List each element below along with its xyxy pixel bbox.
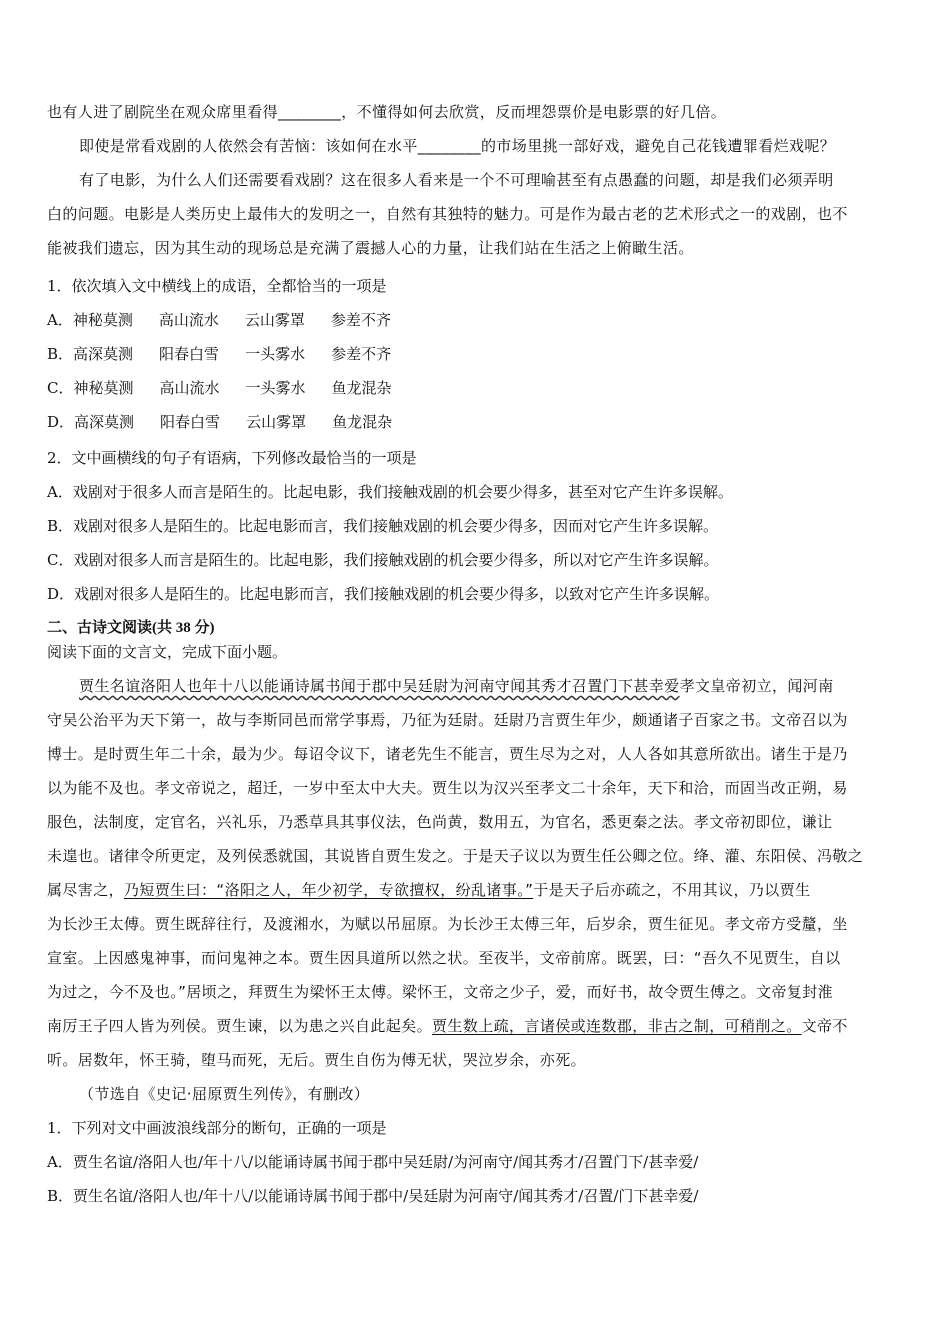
question-1-stem: 1．依次填入文中横线上的成语，全都恰当的一项是 — [47, 277, 387, 295]
classical-line — [79, 676, 834, 696]
classical-line: 博士。是时贾生年二十余，最为少。每诏令议下，诸老先生不能言，贾生尽为之对，人人各如其意所欲出。诸生于是乃 — [47, 745, 848, 763]
question-2-option-a: A．戏剧对于很多人而言是陌生的。比起电影，我们接触戏剧的机会要少得多，甚至对它产生许多误解。 — [47, 483, 733, 501]
classical-line — [47, 880, 810, 900]
question-1-option-a — [47, 310, 391, 330]
option-item: 神秘莫测 — [73, 379, 134, 397]
passage-line: 有了电影，为什么人们还需要看戏剧？这在很多人看来是一个不可理喻甚至有点愚蠢的问题，却是我们必须弄明 — [79, 171, 834, 189]
question-3-option-a: A．贾生名谊/洛阳人也/年十八/以能诵诗属书闻于郡中吴廷尉/为河南守/闻其秀才/召置门下/甚幸爱/ — [47, 1153, 699, 1171]
question-2-option-d: D．戏剧对很多人是陌生的。比起电影而言，我们接触戏剧的机会要少得多，以致对它产生许多误解。 — [47, 585, 720, 603]
classical-source: （节选自《史记·屈原贾生列传》，有删改） — [79, 1085, 370, 1103]
option-item: 高山流水 — [159, 379, 220, 397]
question-3-stem: 1．下列对文中画波浪线部分的断句，正确的一项是 — [47, 1119, 387, 1137]
option-item: 阳春白雪 — [160, 413, 221, 431]
classical-line: 以为能不及也。孝文帝说之，超迁，一岁中至太中大夫。贾生以为汉兴至孝文二十余年，天下和洽，而固当改正朔，易 — [47, 779, 848, 797]
question-2-option-c: C．戏剧对很多人而言是陌生的。比起电影，我们接触戏剧的机会要少得多，所以对它产生许多误解。 — [47, 551, 719, 569]
option-item: 鱼龙混杂 — [332, 413, 393, 431]
option-item: 高山流水 — [158, 311, 219, 329]
underlined-sentence: 贾生数上疏，言诸侯或连数郡，非古之制，可稍削之。 — [432, 1017, 802, 1035]
passage-line: 白的问题。电影是人类历史上最伟大的发明之一，自然有其独特的魅力。可是作为最古老的艺术形式之一的戏剧，也不 — [47, 205, 848, 223]
section-2-instruction: 阅读下面的文言文，完成下面小题。 — [47, 643, 288, 661]
question-1-option-d — [47, 412, 392, 432]
option-item: 鱼龙混杂 — [331, 379, 392, 397]
option-item: 一头雾水 — [245, 379, 306, 397]
option-item: 云山雾罩 — [246, 413, 307, 431]
question-1-option-c — [47, 378, 392, 398]
classical-line: 未遑也。诸律令所更定，及列侯悉就国，其说皆自贾生发之。于是天子议以为贾生任公卿之位。绛、灌、东阳侯、冯敬之 — [47, 847, 864, 865]
question-2-option-b: B．戏剧对很多人是陌生的。比起电影而言，我们接触戏剧的机会要少得多，因而对它产生许多误解。 — [47, 517, 719, 535]
question-1-option-b — [47, 344, 391, 364]
option-label: B． — [47, 345, 74, 363]
option-item: 云山雾罩 — [244, 311, 305, 329]
option-item: 参差不齐 — [331, 345, 392, 363]
classical-text: 于是天子后亦疏之，不用其议，乃以贾生 — [533, 881, 811, 899]
option-label: D． — [47, 413, 75, 431]
section-2-title: 二、古诗文阅读(共 38 分) — [47, 620, 215, 636]
passage-line: 也有人进了剧院坐在观众席里看得________，不懂得如何去欣赏，反而埋怨票价是电影票的好几倍。 — [47, 103, 727, 121]
classical-line: 服色，法制度，定官名，兴礼乐，乃悉草具其事仪法，色尚黄，数用五，为官名，悉更秦之法。孝文帝初即位，谦让 — [47, 813, 833, 831]
question-2-stem: 2．文中画横线的句子有语病，下列修改最恰当的一项是 — [47, 449, 417, 467]
classical-text: 南厉王子四人皆为列侯。贾生谏，以为患之兴自此起矣。 — [47, 1017, 433, 1035]
classical-line: 守吴公治平为天下第一，故与李斯同邑而常学事焉，乃征为廷尉。廷尉乃言贾生年少，颇通诸子百家之书。文帝召以为 — [47, 711, 848, 729]
classical-line: 为长沙王太傅。贾生既辞往行，及渡湘水，为赋以吊屈原。为长沙王太傅三年，后岁余，贾生征见。孝文帝方受釐，坐 — [47, 915, 848, 933]
option-label: A． — [47, 311, 73, 329]
option-item: 神秘莫测 — [72, 311, 133, 329]
option-item: 高深莫测 — [73, 345, 134, 363]
classical-line: 宣室。上因感鬼神事，而问鬼神之本。贾生因具道所以然之状。至夜半，文帝前席。既罢，曰：“吾久不见贾生，自以 — [47, 949, 841, 967]
classical-text: 属尽害之， — [47, 881, 125, 899]
option-label: C． — [47, 379, 74, 397]
classical-line: 为过之，今不及也。”居顷之，拜贾生为梁怀王太傅。梁怀王，文帝之少子，爱，而好书，故令贾生傅之。文帝复封淮 — [47, 983, 834, 1001]
underlined-sentence: 乃短贾生曰：“洛阳之人，年少初学，专欲擅权，纷乱诸事。” — [124, 881, 534, 899]
classical-text: 孝文皇帝初立，闻河南 — [679, 677, 834, 695]
option-item: 高深莫测 — [74, 413, 135, 431]
passage-line: 能被我们遗忘，因为其生动的现场总是充满了震撼人心的力量，让我们站在生活之上俯瞰生活。 — [47, 239, 694, 257]
question-3-option-b: B．贾生名谊/洛阳人也/年十八/以能诵诗属书闻于郡中/吴廷尉为河南守/闻其秀才/召置/门下甚幸爱/ — [47, 1187, 699, 1205]
classical-line — [47, 1016, 848, 1036]
classical-text: 文帝不 — [801, 1017, 848, 1035]
option-item: 参差不齐 — [330, 311, 391, 329]
option-item: 一头雾水 — [245, 345, 306, 363]
classical-line: 听。居数年，怀王骑，堕马而死，无后。贾生自伤为傅无状，哭泣岁余，亦死。 — [47, 1051, 587, 1069]
passage-line: 即使是常看戏剧的人依然会有苦恼：该如何在水平________的市场里挑一部好戏，避免自己花钱遭罪看烂戏呢？ — [79, 137, 836, 155]
option-item: 阳春白雪 — [159, 345, 220, 363]
wavy-underlined-text: 贾生名谊洛阳人也年十八以能诵诗属书闻于郡中吴廷尉为河南守闻其秀才召置门下甚幸爱 — [79, 677, 680, 695]
